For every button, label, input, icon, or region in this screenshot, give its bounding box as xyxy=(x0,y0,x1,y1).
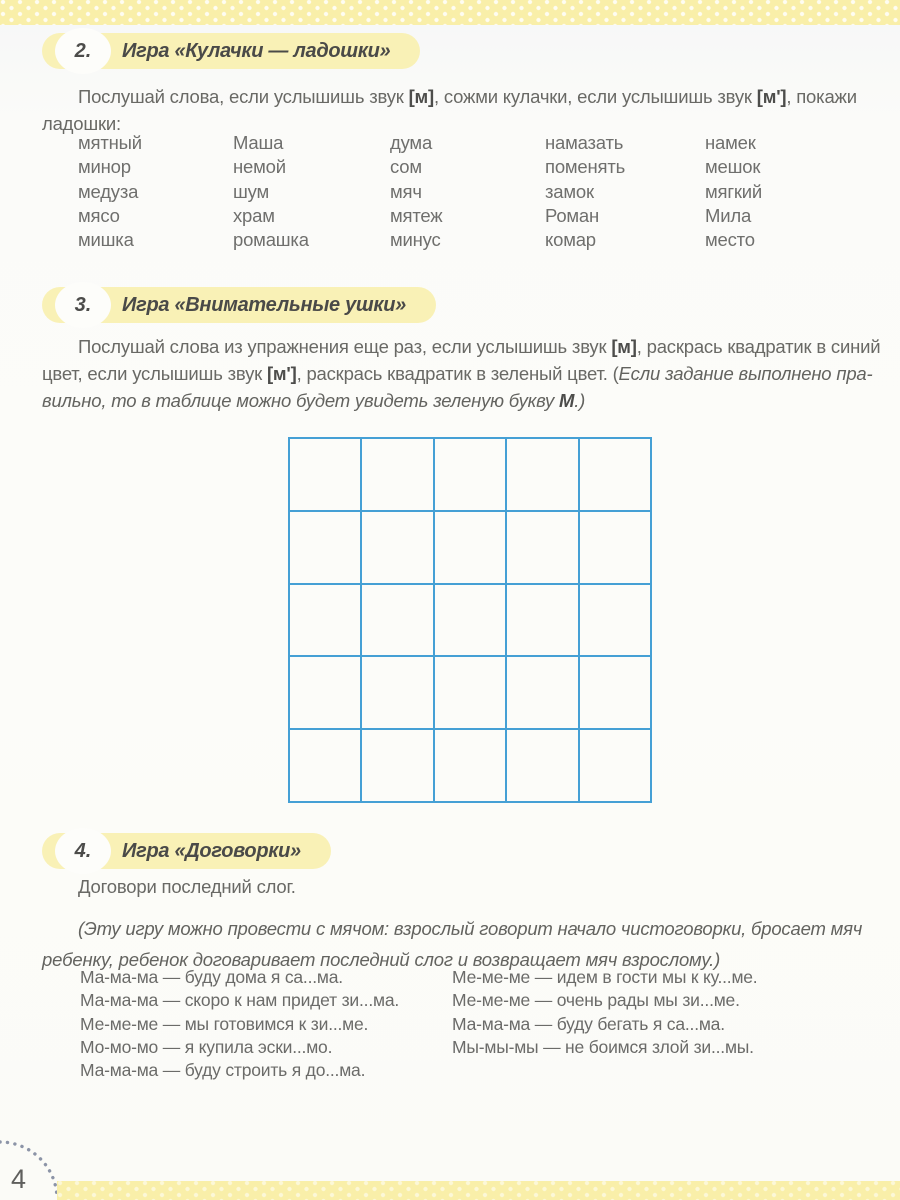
section-3-number: 3. xyxy=(74,293,92,316)
exercise-line: Ма-ма-ма — буду строить я до...ма. xyxy=(80,1060,366,1081)
section-4-number-badge xyxy=(55,828,111,874)
word-item: мятеж xyxy=(390,204,443,226)
exercise-line: Мо-мо-мо — я купила эски...мо. xyxy=(80,1036,333,1057)
word-item: место xyxy=(705,229,755,251)
word-item: сом xyxy=(390,156,422,178)
grid-cell xyxy=(362,585,432,656)
word-item: Маша xyxy=(233,132,284,153)
word-item: немой xyxy=(233,156,286,178)
grid-cell xyxy=(290,730,360,801)
grid-cell xyxy=(435,439,505,510)
grid-cell xyxy=(507,585,577,656)
exercise-column-right xyxy=(452,966,757,1059)
word-item: минор xyxy=(78,156,131,178)
text-line: ладошки: xyxy=(42,113,121,134)
grid-cell xyxy=(290,585,360,656)
bottom-border-strip xyxy=(57,1181,900,1200)
coloring-grid xyxy=(288,437,652,803)
word-item: минус xyxy=(390,229,441,251)
grid-cell xyxy=(507,657,577,728)
word-item: Мила xyxy=(705,204,752,226)
word-item: комар xyxy=(545,229,596,251)
section-2-title: Игра «Кулачки — ладошки» xyxy=(122,39,391,62)
section-2-number-badge xyxy=(55,28,111,74)
grid-cell xyxy=(507,439,577,510)
grid-cell xyxy=(362,730,432,801)
word-item: мешок xyxy=(705,156,761,178)
word-list xyxy=(78,131,868,252)
grid-cell xyxy=(435,657,505,728)
word-item: Роман xyxy=(545,204,600,226)
grid-cell xyxy=(580,585,650,656)
grid-cell xyxy=(290,657,360,728)
word-item: медуза xyxy=(78,180,139,202)
word-item: храм xyxy=(233,204,275,226)
grid-cell xyxy=(290,512,360,583)
word-item: дума xyxy=(390,132,433,153)
section-4-lead: Договори последний слог. xyxy=(78,876,296,897)
text-line: цвет, если услышишь звук [м'], раскрась квадратик в зеленый цвет. (Если задание выполнено пра- xyxy=(42,363,873,384)
section-4-number: 4. xyxy=(74,839,92,862)
exercise-line: Ме-ме-ме — идем в гости мы к ку...ме. xyxy=(452,967,758,987)
grid-cell xyxy=(435,585,505,656)
section-3-number-badge xyxy=(55,282,111,328)
word-item: поменять xyxy=(545,156,626,178)
word-item: мятный xyxy=(78,132,142,153)
word-item: мяч xyxy=(390,180,422,202)
exercise-line: Ма-ма-ма — буду бегать я са...ма. xyxy=(452,1013,725,1034)
text-line: ребенку, ребенок договаривает последний слог и возвращает мяч взрослому.) xyxy=(42,949,721,970)
section-4-header xyxy=(42,833,331,869)
exercise-column-left xyxy=(80,966,399,1082)
grid-cell xyxy=(435,512,505,583)
word-item: намазать xyxy=(545,132,624,153)
word-item: мишка xyxy=(78,229,134,251)
word-item: ромашка xyxy=(233,229,309,251)
word-item: намек xyxy=(705,132,756,153)
exercise-line: Ме-ме-ме — очень рады мы зи...ме. xyxy=(452,990,740,1011)
section-3-instructions xyxy=(42,333,880,414)
grid-cell xyxy=(435,730,505,801)
grid-cell xyxy=(362,512,432,583)
text-line: Послушай слова, если услышишь звук [м], сожми кулачки, если услышишь звук [м'], покажи xyxy=(78,86,857,107)
grid-cell xyxy=(580,730,650,801)
top-border-strip xyxy=(0,0,900,25)
word-item: мягкий xyxy=(705,180,763,202)
exercise-line: Ма-ма-ма — буду дома я са...ма. xyxy=(80,967,343,987)
text-line: вильно, то в таблице можно будет увидеть зеленую букву М.) xyxy=(42,390,586,411)
word-item: мясо xyxy=(78,204,120,226)
word-item: замок xyxy=(545,180,594,202)
section-3-header xyxy=(42,287,436,323)
page-number: 4 xyxy=(11,1164,27,1194)
decor-dotted-arc xyxy=(0,1139,62,1200)
grid-cell xyxy=(362,439,432,510)
grid-cell xyxy=(362,657,432,728)
section-2-header xyxy=(42,33,420,69)
grid-cell xyxy=(580,512,650,583)
exercise-line: Мы-мы-мы — не боимся злой зи...мы. xyxy=(452,1036,754,1057)
section-2-instructions xyxy=(42,83,857,137)
grid-cell xyxy=(290,439,360,510)
grid-cell xyxy=(507,512,577,583)
text-line: (Эту игру можно провести с мячом: взрослый говорит начало чистоговорки, бросает мяч xyxy=(78,918,863,939)
grid-cell xyxy=(580,657,650,728)
word-item: шум xyxy=(233,180,270,202)
text-line: Послушай слова из упражнения еще раз, если услышишь звук [м], раскрась квадратик в синий xyxy=(78,336,881,357)
grid-cell xyxy=(580,439,650,510)
section-4-title: Игра «Договорки» xyxy=(122,839,301,862)
exercise-line: Ма-ма-ма — скоро к нам придет зи...ма. xyxy=(80,990,400,1011)
exercise-line: Ме-ме-ме — мы готовимся к зи...ме. xyxy=(80,1013,369,1034)
section-3-title: Игра «Внимательные ушки» xyxy=(122,293,406,316)
grid-cell xyxy=(507,730,577,801)
section-2-number: 2. xyxy=(74,39,92,62)
